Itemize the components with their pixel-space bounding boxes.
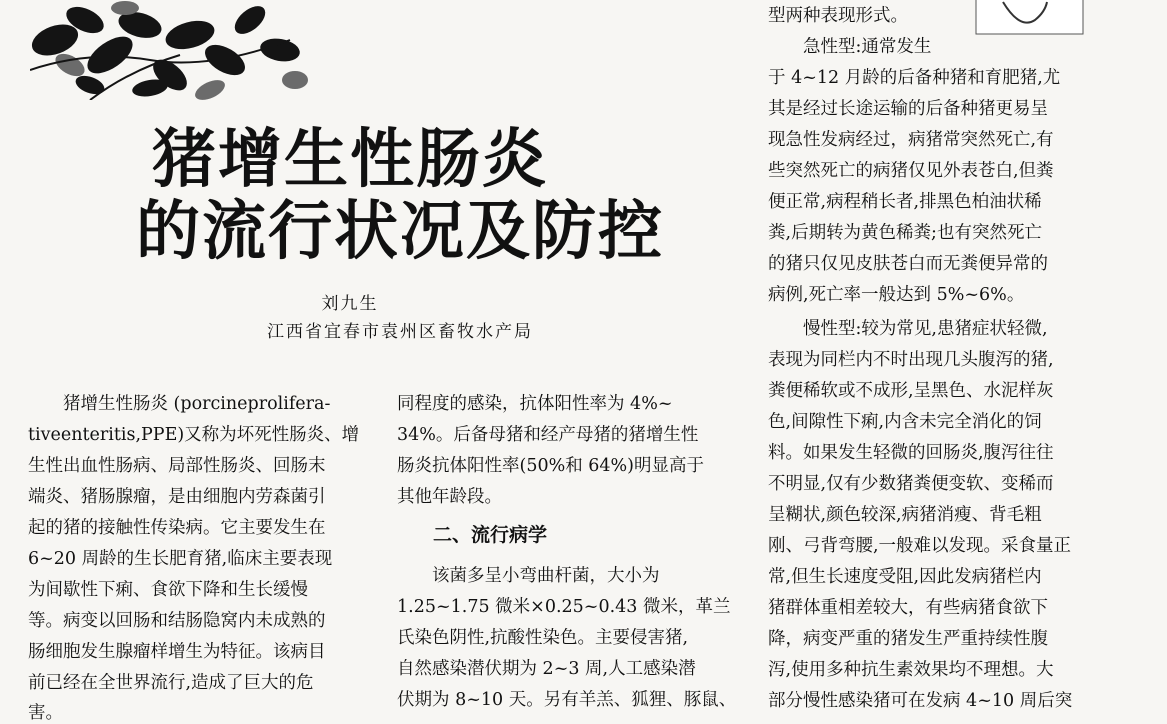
paragraph-line: 型两种表现形式。 — [768, 6, 908, 26]
paragraph-line: 肠炎抗体阳性率(50%和 64%)明显高于 — [397, 456, 705, 476]
paragraph-line: 粪,后期转为黄色稀粪;也有突然死亡 — [768, 223, 1042, 243]
paragraph-line: 些突然死亡的病猪仅见外表苍白,但粪 — [768, 161, 1054, 181]
article-title-line2: 的流行状况及防控 — [136, 195, 664, 269]
article-title-line1: 猪增生性肠炎 — [152, 123, 548, 197]
paragraph-line: 氏染色阴性,抗酸性染色。主要侵害猪, — [397, 628, 689, 648]
paragraph-line: 害。 — [28, 703, 63, 723]
section-heading-epidemiology: 二、流行病学 — [433, 524, 548, 546]
paragraph-line: 肠细胞发生腺瘤样增生为特征。该病目 — [28, 642, 326, 662]
author-name: 刘九生 — [321, 294, 379, 314]
paragraph-line: 6~20 周龄的生长肥育猪,临床主要表现 — [28, 549, 333, 569]
paragraph-line: 急性型:通常发生 — [768, 37, 932, 57]
paragraph-line: 其他年龄段。 — [397, 487, 502, 507]
paragraph-line: 前已经在全世界流行,造成了巨大的危 — [28, 673, 314, 693]
paragraph-line: 表现为同栏内不时出现几头腹泻的猪, — [768, 350, 1054, 370]
paragraph-line: 起的猪的接触性传染病。它主要发生在 — [28, 518, 326, 538]
paragraph-line: 色,间隙性下痢,内含未完全消化的饲 — [768, 412, 1042, 432]
paragraph-line: 的猪只仅见皮肤苍白而无粪便异常的 — [768, 254, 1048, 274]
paragraph-line: 端炎、猪肠腺瘤，是由细胞内劳森菌引 — [28, 487, 326, 507]
paragraph-line: 粪便稀软或不成形,呈黑色、水泥样灰 — [768, 381, 1054, 401]
paragraph-line: 便正常,病程稍长者,排黑色柏油状稀 — [768, 192, 1042, 212]
paragraph-line: 慢性型:较为常见,患猪症状轻微, — [768, 319, 1048, 339]
paragraph-line: 伏期为 8~10 天。另有羊羔、狐狸、豚鼠、 — [397, 690, 737, 710]
paragraph-line: 猪增生性肠炎 (porcineprolifera- — [28, 394, 331, 414]
paragraph-line: 该菌多呈小弯曲杆菌，大小为 — [397, 566, 660, 586]
paragraph-line: 刚、弓背弯腰,一般难以发现。采食量正 — [768, 536, 1072, 556]
paragraph-line: 其是经过长途运输的后备种猪更易呈 — [768, 99, 1048, 119]
leaf-photo-image — [30, 0, 310, 100]
figure-fragment-image — [975, 0, 1085, 36]
paragraph-line: tiveenteritis,PPE)又称为坏死性肠炎、增 — [28, 425, 360, 445]
paragraph-line: 生性出血性肠病、局部性肠炎、回肠末 — [28, 456, 326, 476]
paragraph-line: 于 4~12 月龄的后备种猪和育肥猪,尤 — [768, 68, 1061, 88]
paragraph-line: 常,但生长速度受阻,因此发病猪栏内 — [768, 567, 1042, 587]
paragraph-line: 自然感染潜伏期为 2~3 周,人工感染潜 — [397, 659, 696, 679]
paragraph-line: 34%。后备母猪和经产母猪的猪增生性 — [397, 425, 699, 445]
paragraph-line: 降，病变严重的猪发生严重持续性腹 — [768, 629, 1048, 649]
author-affiliation: 江西省宜春市袁州区畜牧水产局 — [267, 322, 533, 342]
paragraph-line: 为间歇性下痢、食欲下降和生长缓慢 — [28, 580, 308, 600]
paragraph-line: 部分慢性感染猪可在发病 4~10 周后突 — [768, 691, 1073, 711]
paragraph-line: 呈糊状,颜色较深,病猪消瘦、背毛粗 — [768, 505, 1042, 525]
paragraph-line: 病例,死亡率一般达到 5%~6%。 — [768, 285, 1025, 305]
paragraph-line: 泻,使用多种抗生素效果均不理想。大 — [768, 660, 1054, 680]
paragraph-line: 现急性发病经过，病猪常突然死亡,有 — [768, 130, 1054, 150]
paragraph-line: 等。病变以回肠和结肠隐窝内未成熟的 — [28, 611, 326, 631]
paragraph-line: 同程度的感染，抗体阳性率为 4%~ — [397, 394, 673, 414]
paragraph-line: 猪群体重相差较大，有些病猪食欲下 — [768, 598, 1048, 618]
paragraph-line: 不明显,仅有少数猪粪便变软、变稀而 — [768, 474, 1054, 494]
paragraph-line: 料。如果发生轻微的回肠炎,腹泻往往 — [768, 443, 1054, 463]
paragraph-line: 1.25~1.75 微米×0.25~0.43 微米，革兰 — [397, 597, 731, 617]
